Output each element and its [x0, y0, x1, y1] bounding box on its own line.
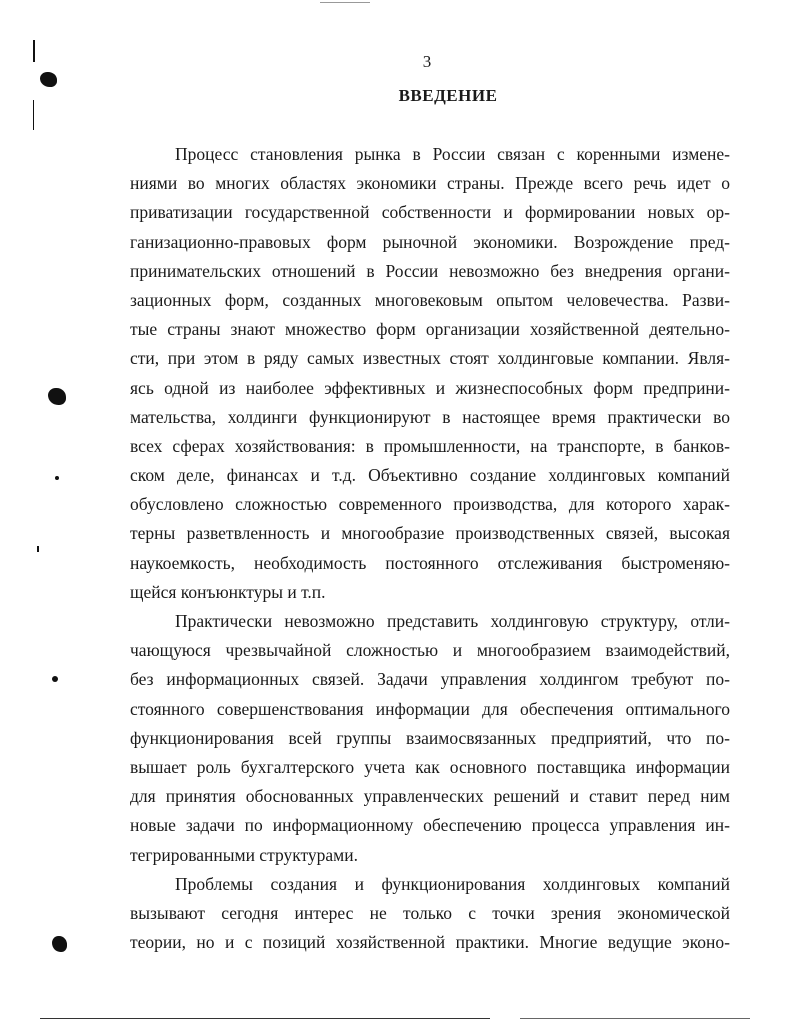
text-line: без информационных связей. Задачи управления холдингом требуют по-	[130, 669, 730, 690]
scan-bottom-rule	[520, 1018, 750, 1019]
text-line: зационных форм, созданных многовековым опытом человечества. Разви-	[130, 289, 730, 310]
binding-hole-mark	[52, 936, 67, 952]
text-line: приватизации государственной собственности и формировании новых ор-	[130, 202, 730, 223]
text-line: тые страны знают множество форм организации хозяйственной деятельно-	[130, 319, 730, 340]
text-line: ниями во многих областях экономики страны. Прежде всего речь идет о	[130, 173, 730, 194]
text-line: всех сферах хозяйствования: в промышленности, на транспорте, в банков-	[130, 435, 730, 456]
text-line: новые задачи по информационному обеспечению процесса управления ин-	[130, 815, 730, 836]
text-line: тегрированными структурами.	[130, 844, 358, 865]
body-text	[130, 140, 730, 957]
binding-hole-mark	[40, 72, 57, 87]
text-line: терны разветвленность и многообразие производственных связей, высокая	[130, 523, 730, 544]
text-line: наукоемкость, необходимость постоянного отслеживания быстроменяю-	[130, 552, 730, 573]
text-line: Практически невозможно представить холдинговую структуру, отли-	[175, 611, 730, 631]
text-line: теории, но и с позиций хозяйственной практики. Многие ведущие эконо-	[130, 932, 730, 953]
paragraph-3	[130, 870, 730, 958]
scan-bottom-rule	[40, 1018, 490, 1019]
text-line: для принятия обоснованных управленческих решений и ставит перед ним	[130, 786, 730, 807]
text-line: щейся конъюнктуры и т.п.	[130, 581, 326, 602]
scan-speck	[52, 676, 58, 682]
text-line: вышает роль бухгалтерского учета как основного поставщика информации	[130, 756, 730, 777]
text-line: мательства, холдинги функционируют в настоящее время практически во	[130, 406, 730, 427]
scan-top-rule	[320, 2, 370, 3]
text-line: сти, при этом в ряду самых известных стоят холдинговые компании. Явля-	[130, 348, 730, 369]
text-line: чающуюся чрезвычайной сложностью и многообразием взаимодействий,	[130, 640, 730, 661]
text-line: Проблемы создания и функционирования холдинговых компаний	[175, 873, 730, 894]
paragraph-2	[130, 607, 730, 870]
binding-hole-mark	[48, 388, 66, 405]
text-line: обусловлено сложностью современного производства, для которого харак-	[130, 494, 730, 515]
text-line: Процесс становления рынка в России связан с коренными измене-	[175, 144, 730, 164]
text-line: ганизационно-правовых форм рыночной экономики. Возрождение пред-	[130, 231, 730, 252]
text-line: вызывают сегодня интерес не только с точки зрения экономической	[130, 902, 730, 923]
text-line: функционирования всей группы взаимосвязанных предприятий, что по-	[130, 727, 730, 748]
text-line: ском деле, финансах и т.д. Объективно создание холдинговых компаний	[130, 465, 730, 486]
text-line: принимательских отношений в России невозможно без внедрения органи-	[130, 260, 730, 281]
scan-speck	[37, 546, 39, 552]
text-line: ясь одной из наиболее эффективных и жизнеспособных форм предприни-	[130, 377, 730, 398]
paragraph-1	[130, 140, 730, 607]
text-line: стоянного совершенствования информации для обеспечения оптимального	[130, 698, 730, 719]
scan-speck	[55, 476, 59, 480]
page-number: 3	[422, 52, 432, 71]
page-title: ВВЕДЕНИЕ	[398, 86, 498, 105]
